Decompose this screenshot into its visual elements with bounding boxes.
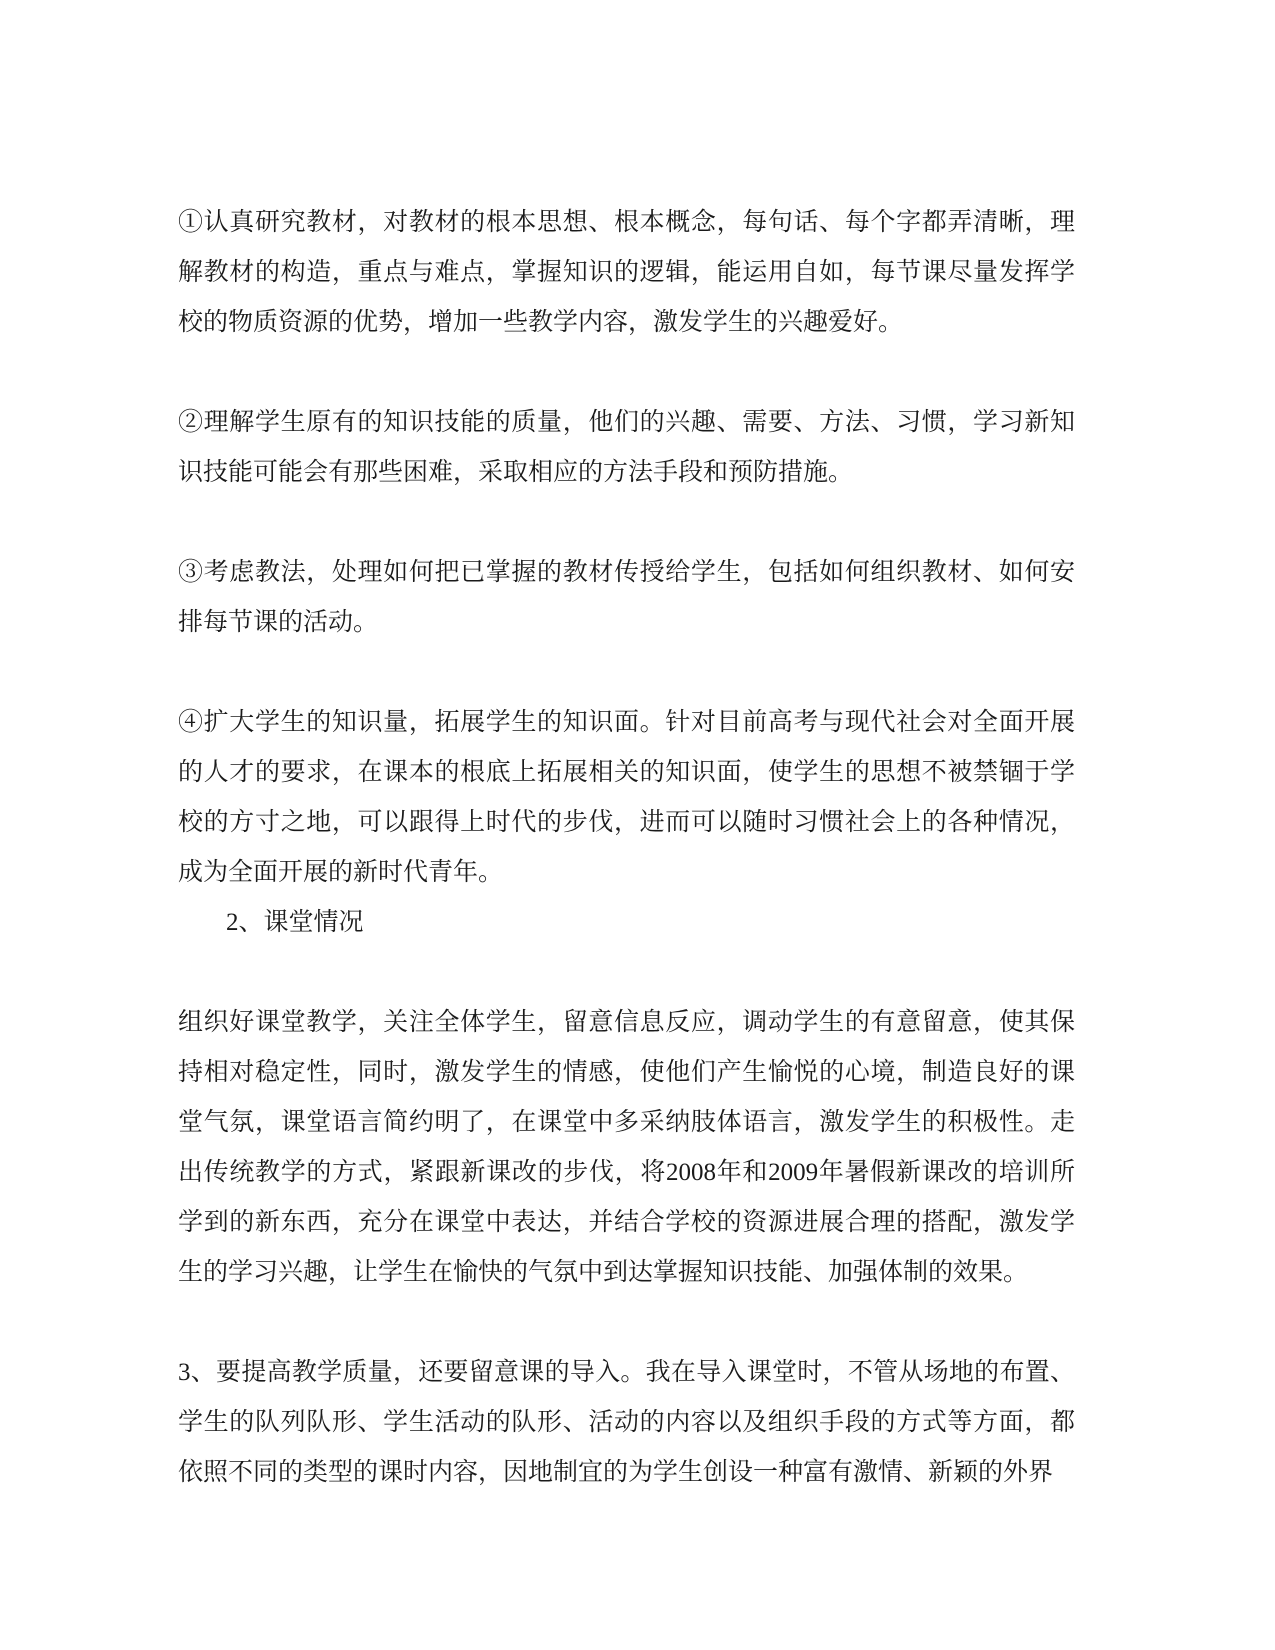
document-body — [178, 198, 1075, 1548]
section-heading-classroom: 2、课堂情况 — [226, 909, 364, 936]
numbered-item-1: ①认真研究教材，对教材的根本思想、根本概念，每句话、每个字都弄清晰，理解教材的构造，重点与难点，掌握知识的逻辑，能运用自如，每节课尽量发挥学校的物质资源的优势，增加一些教学内容，激发学生的兴趣爱好。 — [178, 209, 1075, 336]
numbered-item-4: ④扩大学生的知识量，拓展学生的知识面。针对目前高考与现代社会对全面开展的人才的要求，在课本的根底上拓展相关的知识面，使学生的思想不被禁锢于学校的方寸之地，可以跟得上时代的步伐，进而可以随时习惯社会上的各种情况，成为全面开展的新时代青年。 — [178, 709, 1075, 886]
paragraph-classroom-teaching: 组织好课堂教学，关注全体学生，留意信息反应，调动学生的有意留意，使其保持相对稳定性，同时，激发学生的情感，使他们产生愉悦的心境，制造良好的课堂气氛，课堂语言简约明了，在课堂中多采纳肢体语言，激发学生的积极性。走出传统教学的方式，紧跟新课改的步伐，将2008年和2009年暑假新课改的培训所学到的新东西，充分在课堂中表达，并结合学校的资源进展合理的搭配，激发学生的学习兴趣，让学生在愉快的气氛中到达掌握知识技能、加强体制的效果。 — [178, 1009, 1075, 1286]
numbered-item-2: ②理解学生原有的知识技能的质量，他们的兴趣、需要、方法、习惯，学习新知识技能可能会有那些困难，采取相应的方法手段和预防措施。 — [178, 409, 1075, 486]
paragraph-lesson-intro: 3、要提高教学质量，还要留意课的导入。我在导入课堂时，不管从场地的布置、学生的队列队形、学生活动的队形、活动的内容以及组织手段的方式等方面，都依照不同的类型的课时内容，因地制宜的为学生创设一种富有激情、新颖的外界 — [178, 1359, 1075, 1486]
numbered-item-3: ③考虑教法，处理如何把已掌握的教材传授给学生，包括如何组织教材、如何安排每节课的活动。 — [178, 559, 1075, 636]
